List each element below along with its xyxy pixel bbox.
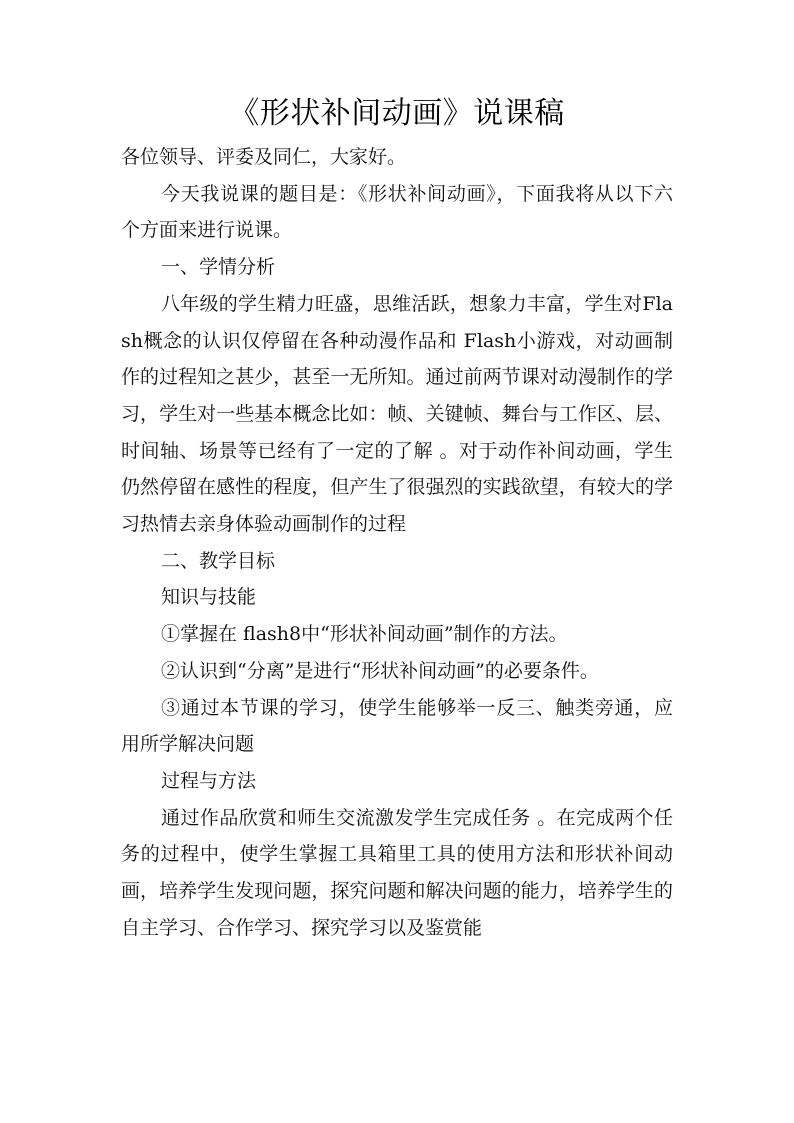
- subheading-process-method: 过程与方法: [161, 769, 257, 792]
- learner-analysis-paragraph: 八年级的学生精力旺盛，思维活跃，想象力丰富，学生对Flash概念的认识仅停留在各种动漫作品和 Flash小游戏，对动画制作的过程知之甚少，甚至一无所知。通过前两节课对动漫制作的学习，学生对一些基本概念比如：帧、关键帧、舞台与工作区、层、时间轴、场景等已经有了一定的了解 。对于动作补间动画，学生仍然停留在感性的程度，但产生了很强烈的实践欲望，有较大的学习热情去亲身体验动画制作的过程: [121, 292, 673, 536]
- goal-item-1: ①掌握在 flash8中“形状补间动画”制作的方法。: [161, 623, 568, 646]
- section-heading-teaching-goals: 二、教学目标: [161, 549, 276, 572]
- document-title: 《形状补间动画》说课稿: [229, 96, 565, 131]
- section-heading-learner-analysis: 一、学情分析: [161, 256, 276, 279]
- process-method-paragraph: 通过作品欣赏和师生交流激发学生完成任务 。在完成两个任务的过程中，使学生掌握工具箱里工具的使用方法和形状补间动画，培养学生发现问题，探究问题和解决问题的能力，培养学生的自主学习、合作学习、探究学习以及鉴赏能: [121, 806, 673, 939]
- goal-item-3: ③通过本节课的学习，使学生能够举一反三、触类旁通，应用所学解决问题: [121, 696, 673, 756]
- goal-item-2: ②认识到“分离”是进行“形状补间动画”的必要条件。: [161, 659, 599, 682]
- greeting-paragraph: 各位领导、评委及同仁，大家好。: [121, 146, 407, 168]
- document-body: [121, 139, 673, 946]
- subheading-knowledge-skills: 知识与技能: [161, 586, 257, 609]
- intro-paragraph: 今天我说课的题目是：《形状补间动画》，下面我将从以下六个方面来进行说课。: [121, 182, 673, 242]
